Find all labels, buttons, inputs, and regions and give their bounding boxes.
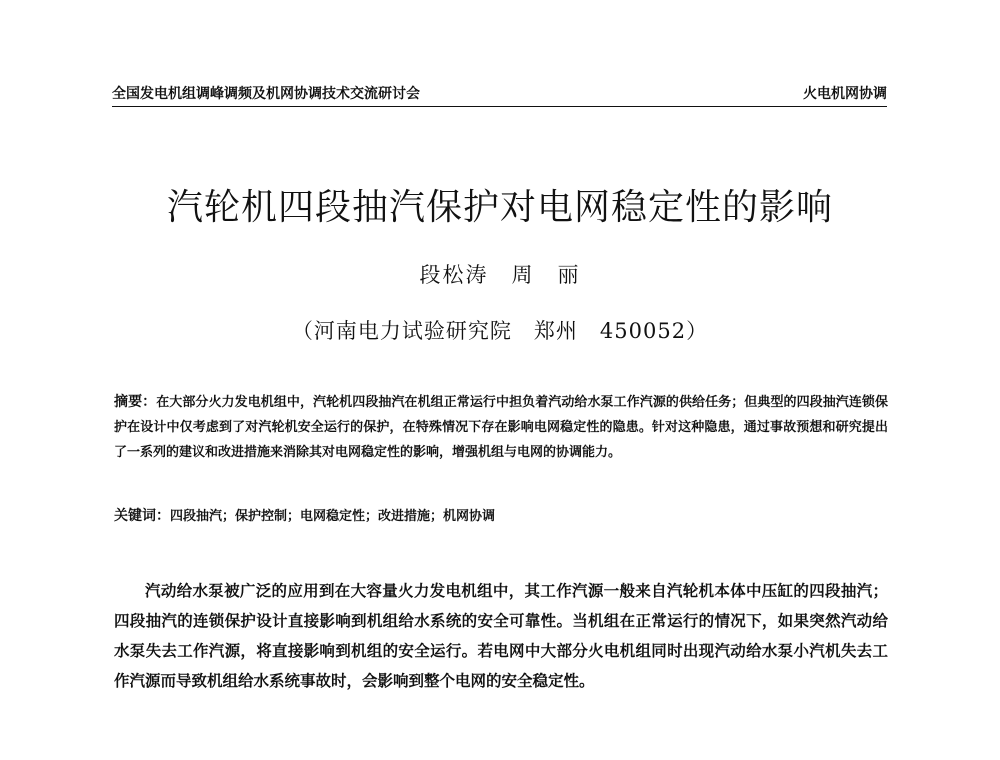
section-name: 火电机网协调: [803, 86, 887, 102]
running-header: [112, 84, 887, 107]
abstract-label: 摘要：: [114, 394, 157, 410]
keywords-label: 关键词：: [114, 508, 170, 524]
keywords-text: 四段抽汽；保护控制；电网稳定性；改进措施；机网协调: [170, 509, 496, 524]
body-paragraph: 汽动给水泵被广泛的应用到在大容量火力发电机组中，其工作汽源一般来自汽轮机本体中压缸的四段抽汽；四段抽汽的连锁保护设计直接影响到机组给水系统的安全可靠性。当机组在正常运行的情况下，如果突然汽动给水泵失去工作汽源，将直接影响到机组的安全运行。若电网中大部分火电机组同时出现汽动给水泵小汽机失去工作汽源而导致机组给水系统事故时，会影响到整个电网的安全稳定性。: [114, 581, 888, 690]
conference-name: 全国发电机组调峰调频及机网协调技术交流研讨会: [112, 86, 420, 102]
keywords-block: [114, 505, 888, 528]
abstract-block: [114, 390, 888, 465]
paper-affiliation: （河南电力试验研究院 郑州 450052）: [291, 319, 709, 343]
abstract-text: 在大部分火力发电机组中，汽轮机四段抽汽在机组正常运行中担负着汽动给水泵工作汽源的供给任务；但典型的四段抽汽连锁保护在设计中仅考虑到了对汽轮机安全运行的保护，在特殊情况下存在影响电网稳定性的隐患。针对这种隐患，通过事故预想和研究提出了一系列的建议和改进措施来消除其对电网稳定性的影响，增强机组与电网的协调能力。: [114, 395, 888, 460]
paper-authors: 段松涛 周 丽: [419, 263, 581, 287]
paper-title: 汽轮机四段抽汽保护对电网稳定性的影响: [166, 187, 833, 228]
